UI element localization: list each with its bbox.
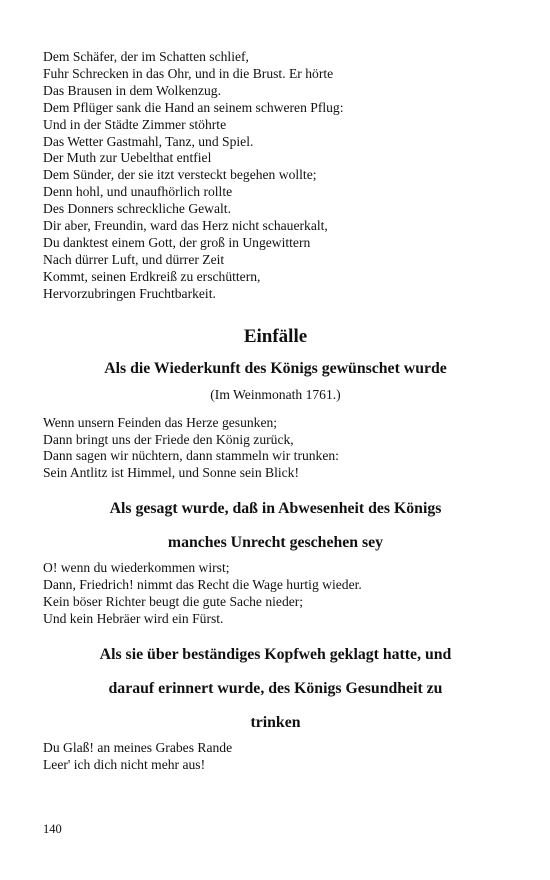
verse-line: Dann, Friedrich! nimmt das Recht die Wage hurtig wieder.	[43, 577, 362, 593]
verse-line: Dann bringt uns der Friede den König zurück,	[43, 431, 294, 447]
verse-line: Du Glaß! an meines Grabes Rande	[43, 739, 233, 755]
verse-line: Fuhr Schrecken in das Ohr, und in die Brust. Er hörte	[43, 65, 334, 81]
page-content	[43, 49, 508, 774]
verse-line: Leer' ich dich nicht mehr aus!	[43, 756, 206, 772]
verse-line: Das Wetter Gastmahl, Tanz, und Spiel.	[43, 133, 254, 149]
page-number: 140	[43, 822, 62, 836]
opening-verse	[43, 49, 508, 303]
verse-line: Hervorzubringen Fruchtbarkeit.	[43, 285, 216, 301]
verse-line: Dem Schäfer, der im Schatten schlief,	[43, 49, 249, 64]
section-heading: Einfälle	[243, 325, 308, 347]
poem-verse	[43, 415, 508, 483]
verse-line: Dir aber, Freundin, ward das Herz nicht schauerkalt,	[43, 218, 328, 234]
verse-line: Sein Antlitz ist Himmel, und Sonne sein Blick!	[43, 465, 300, 481]
poem-title	[43, 492, 508, 560]
verse-line: Wenn unsern Feinden das Herze gesunken;	[43, 414, 278, 430]
verse-line: Und in der Städte Zimmer stöhrte	[43, 116, 227, 132]
verse-line: Dann sagen wir nüchtern, dann stammeln wir trunken:	[43, 448, 339, 464]
verse-line: O! wenn du wiederkommen wirst;	[43, 560, 230, 576]
verse-line: Du danktest einem Gott, der groß in Ungewittern	[43, 234, 311, 250]
poem-title-line: Als sie über beständiges Kopfweh geklagt hatte, und	[99, 645, 452, 663]
date-note: (Im Weinmonath 1761.)	[210, 386, 341, 402]
verse-line: Kommt, seinen Erdkreiß zu erschüttern,	[43, 268, 261, 284]
verse-line: Dem Pflüger sank die Hand an seinem schweren Pflug:	[43, 99, 344, 115]
verse-line: Dem Sünder, der sie itzt versteckt begehen wollte;	[43, 167, 317, 183]
poem-title: Als die Wiederkunft des Königs gewünschet wurde	[104, 359, 447, 377]
poem-title-line: manches Unrecht geschehen sey	[167, 534, 384, 552]
verse-line: Kein böser Richter beugt die gute Sache nieder;	[43, 594, 304, 610]
poem-title-line: trinken	[250, 713, 301, 731]
verse-line: Des Donners schreckliche Gewalt.	[43, 201, 231, 217]
verse-line: Und kein Hebräer wird ein Fürst.	[43, 610, 224, 626]
poem-title-line: darauf erinnert wurde, des Königs Gesundheit zu	[108, 679, 443, 697]
poem-verse	[43, 740, 508, 774]
verse-line: Der Muth zur Uebelthat entfiel	[43, 150, 212, 166]
verse-line: Nach dürrer Luft, und dürrer Zeit	[43, 251, 225, 267]
poem-title-line: Als gesagt wurde, daß in Abwesenheit des Königs	[109, 500, 442, 518]
verse-line: Das Brausen in dem Wolkenzug.	[43, 82, 221, 98]
verse-line: Denn hohl, und unaufhörlich rollte	[43, 184, 233, 200]
poem-verse	[43, 560, 508, 628]
poem-title	[43, 638, 508, 740]
